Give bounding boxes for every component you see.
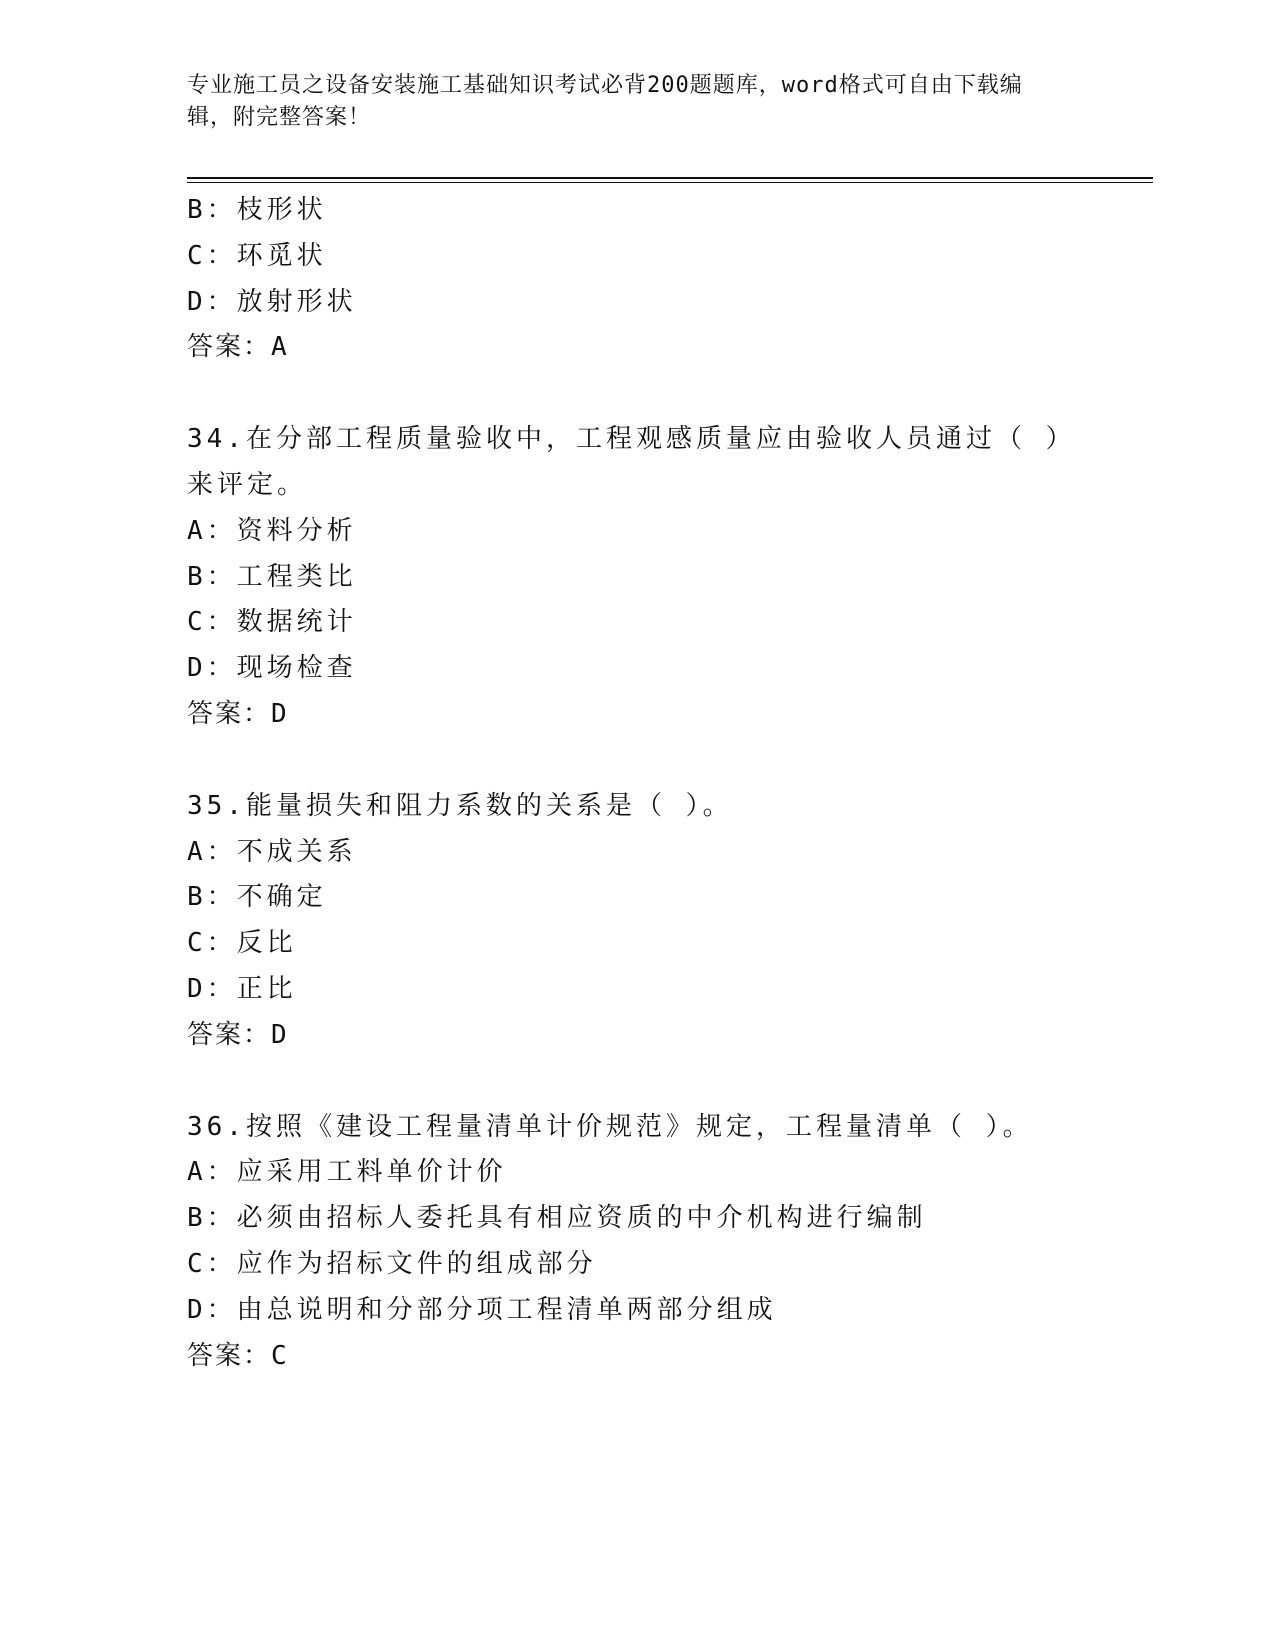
question-35 bbox=[187, 784, 1087, 1059]
option-b: B：工程类比 bbox=[187, 561, 357, 592]
answer: 答案：A bbox=[187, 332, 289, 363]
option-b: B：枝形状 bbox=[187, 195, 327, 225]
option-d: D：现场检查 bbox=[187, 653, 357, 684]
question-list bbox=[187, 188, 1087, 1379]
option-b: B：不确定 bbox=[187, 882, 327, 913]
option-b: B：必须由招标人委托具有相应资质的中介机构进行编制 bbox=[187, 1203, 927, 1234]
question-stem: 36.按照《建设工程量清单计价规范》规定，工程量清单（ ）。 bbox=[187, 1111, 1033, 1142]
question-36 bbox=[187, 1105, 1087, 1380]
option-a: A：不成关系 bbox=[187, 836, 357, 867]
answer: 答案：D bbox=[187, 1019, 289, 1050]
question-34 bbox=[187, 417, 1087, 738]
option-d: D：由总说明和分部分项工程清单两部分组成 bbox=[187, 1294, 777, 1325]
option-d: D：放射形状 bbox=[187, 286, 357, 317]
question-stem: 34.在分部工程质量验收中，工程观感质量应由验收人员通过（ ）来评定。 bbox=[187, 424, 1063, 500]
option-a: A：资料分析 bbox=[187, 515, 357, 546]
option-c: C：应作为招标文件的组成部分 bbox=[187, 1248, 597, 1279]
header-divider-thin bbox=[187, 182, 1153, 183]
question-stem: 35.能量损失和阻力系数的关系是（ ）。 bbox=[187, 790, 733, 821]
header-divider bbox=[187, 177, 1153, 179]
option-c: C：反比 bbox=[187, 928, 297, 959]
option-c: C：环觅状 bbox=[187, 240, 327, 271]
question-33-continued bbox=[187, 188, 1087, 371]
option-a: A：应采用工料单价计价 bbox=[187, 1157, 507, 1188]
option-d: D：正比 bbox=[187, 973, 297, 1004]
answer: 答案：C bbox=[187, 1340, 289, 1371]
option-c: C：数据统计 bbox=[187, 607, 357, 638]
answer: 答案：D bbox=[187, 698, 289, 729]
document-title: 专业施工员之设备安装施工基础知识考试必背200题题库，word格式可自由下载编辑，附完整答案！ bbox=[187, 73, 1023, 130]
